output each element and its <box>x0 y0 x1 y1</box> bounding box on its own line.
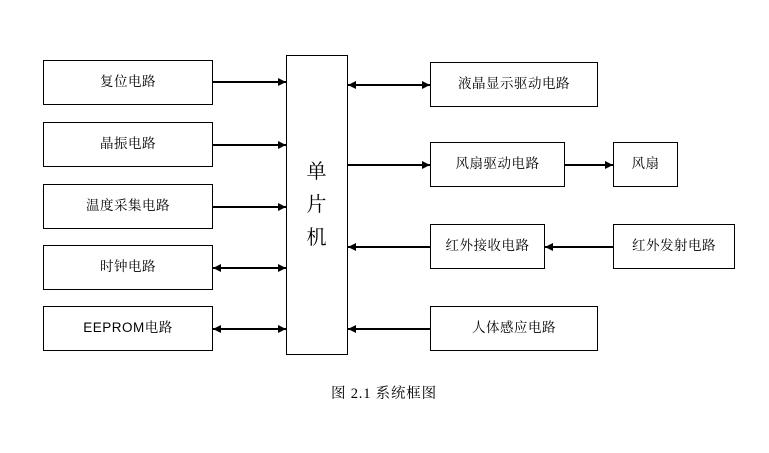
arrowhead-fan-driver-to-fan <box>605 161 613 169</box>
arrowhead-eeprom-to-mcu <box>278 325 286 333</box>
block-eeprom-circuit <box>43 306 213 351</box>
arrowhead-mcu-to-fan-driver <box>422 161 430 169</box>
block-label: 红外接收电路 <box>445 238 530 254</box>
arrowhead-ir-transmitter-to-ir-receiver <box>545 243 553 251</box>
connector-mcu-to-fan-driver <box>348 164 430 166</box>
block-label: 风扇驱动电路 <box>455 156 540 172</box>
connector-temperature-to-mcu <box>213 206 286 208</box>
connector-reset-to-mcu <box>213 81 286 83</box>
arrowhead-ir-receiver-to-mcu <box>348 243 356 251</box>
arrowhead-clock-to-mcu <box>278 264 286 272</box>
block-clock-circuit <box>43 245 213 290</box>
connector-eeprom-to-mcu <box>213 328 286 330</box>
mcu-char-3: 机 <box>306 226 328 249</box>
arrowhead-reset-to-mcu <box>278 78 286 86</box>
block-infrared-receiver-circuit <box>430 224 545 269</box>
block-lcd-display-driver-circuit <box>430 62 598 107</box>
connector-clock-to-mcu <box>213 267 286 269</box>
block-label: 晶振电路 <box>100 136 156 152</box>
arrowhead-crystal-to-mcu <box>278 141 286 149</box>
block-fan <box>613 142 678 187</box>
block-label: EEPROM电路 <box>83 320 173 336</box>
connector-human-sensor-to-mcu <box>348 328 430 330</box>
block-mcu <box>286 55 348 355</box>
block-label: 风扇 <box>631 156 660 172</box>
mcu-char-1: 单 <box>306 160 328 183</box>
arrowhead-mcu-to-eeprom <box>213 325 221 333</box>
block-label: 温度采集电路 <box>86 198 170 214</box>
block-label: 复位电路 <box>100 74 156 90</box>
connector-ir-receiver-to-mcu <box>348 246 430 248</box>
block-human-body-sensor-circuit <box>430 306 598 351</box>
block-label: 时钟电路 <box>100 259 156 275</box>
block-label: 液晶显示驱动电路 <box>458 76 570 92</box>
block-crystal-oscillator-circuit <box>43 122 213 167</box>
figure-caption: 图 2.1 系统框图 <box>331 386 437 402</box>
connector-mcu-to-lcd <box>348 84 430 86</box>
arrowhead-mcu-to-lcd <box>422 81 430 89</box>
block-label: 红外发射电路 <box>632 238 716 254</box>
block-infrared-transmitter-circuit <box>613 224 735 269</box>
arrowhead-mcu-to-clock <box>213 264 221 272</box>
block-temperature-acquisition-circuit <box>43 184 213 229</box>
block-reset-circuit <box>43 60 213 105</box>
arrowhead-lcd-to-mcu <box>348 81 356 89</box>
mcu-char-2: 片 <box>306 193 328 216</box>
arrowhead-temperature-to-mcu <box>278 203 286 211</box>
connector-ir-transmitter-to-ir-receiver <box>545 246 613 248</box>
block-fan-driver-circuit <box>430 142 565 187</box>
block-label: 人体感应电路 <box>472 320 556 336</box>
connector-crystal-to-mcu <box>213 144 286 146</box>
arrowhead-human-sensor-to-mcu <box>348 325 356 333</box>
